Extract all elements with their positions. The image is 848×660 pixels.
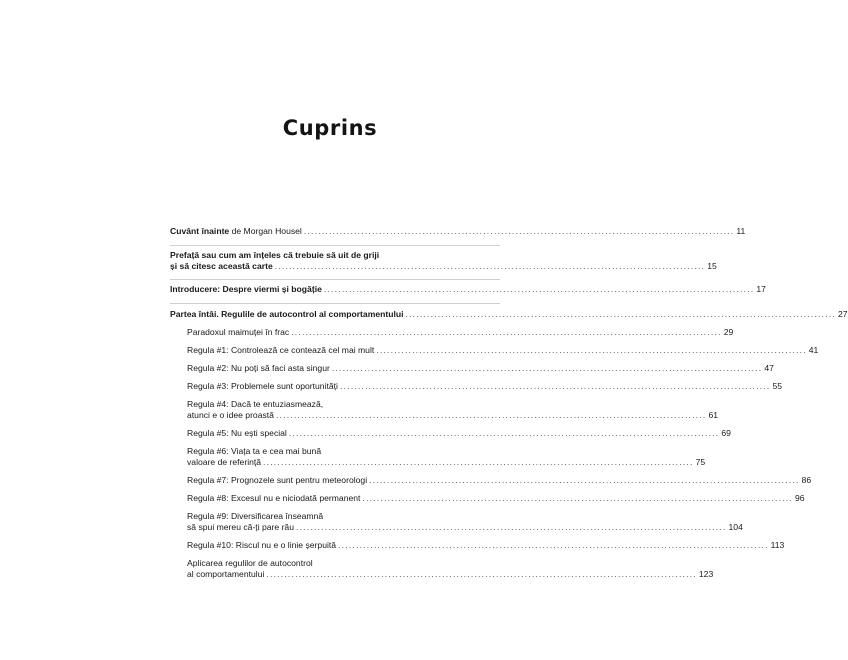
divider: [170, 303, 500, 304]
toc-sub-entry: [170, 345, 819, 356]
toc-sub-entry: [170, 381, 783, 392]
toc-entry-label-line1: Regula #9: Diversificarea înseamnă: [187, 511, 324, 521]
toc-sub-entry: [170, 327, 734, 338]
toc-entry-label-line2: atunci e o idee proastă: [187, 410, 274, 420]
toc-entry-label: Regula #7: Prognozele sunt pentru meteorologi: [187, 475, 368, 485]
leader-dots: ........................................................................................................................: [369, 475, 800, 485]
toc-entry-label-line2: să spui mereu că-ți pare rău: [187, 522, 294, 532]
toc-entry-label: Regula #10: Riscul nu e o linie șerpuită: [187, 540, 337, 550]
leader-dots: ........................................................................................................................: [288, 428, 720, 438]
toc-entry-label: Regula #2: Nu poți să faci asta singur: [187, 363, 330, 373]
page-title: Cuprins: [282, 116, 378, 140]
toc-sub-entry: [170, 475, 812, 486]
toc-entry-label: Regula #8: Excesul nu e niciodată permanent: [187, 493, 361, 503]
page-number: 17: [756, 284, 766, 294]
leader-dots: ........................................................................................................................: [275, 410, 707, 420]
leader-dots: ........................................................................................................................: [362, 493, 793, 503]
toc-entry-label-line1: Prefață sau cum am înțeles că trebuie să uit de griji: [170, 250, 380, 260]
page-number: 113: [770, 540, 785, 550]
toc-sub-entry: [170, 399, 719, 421]
page-number: 61: [708, 410, 719, 420]
leader-dots: ........................................................................................................................: [303, 226, 735, 236]
divider: [170, 279, 500, 280]
page-number: 86: [801, 475, 812, 485]
toc-sub-entry: [170, 446, 706, 468]
page-number: 75: [695, 457, 706, 467]
toc-entry-label: Regula #3: Problemele sunt oportunități: [187, 381, 338, 391]
page-number: 96: [794, 493, 805, 503]
toc-entry-label-line1: Regula #4: Dacă te entuziasmează,: [187, 399, 324, 409]
toc-entry-label-line1: Regula #6: Viața ta e cea mai bună: [187, 446, 322, 456]
toc-entry-label-line2: și să citesc această carte: [170, 261, 273, 271]
toc-entry-label: Regula #5: Nu ești special: [187, 428, 287, 438]
page-number: 123: [698, 569, 714, 579]
page-number: 69: [721, 428, 731, 438]
toc-sub-entry: [170, 511, 743, 533]
leader-dots: ........................................................................................................................: [376, 345, 807, 355]
leader-dots: ........................................................................................................................: [338, 540, 769, 550]
toc-entry-label-line2: al comportamentului: [187, 569, 265, 579]
leader-dots: ........................................................................................................................: [296, 522, 727, 532]
page-number: 47: [764, 363, 774, 373]
page-number: 15: [707, 261, 717, 271]
toc-sub-entry: [170, 363, 774, 374]
toc-sub-entry: [170, 428, 731, 439]
page-number: 11: [736, 226, 746, 236]
page-number: 29: [723, 327, 734, 337]
leader-dots: ........................................................................................................................: [331, 363, 763, 373]
page-number: 104: [728, 522, 743, 532]
page-number: 41: [808, 345, 819, 355]
leader-dots: ........................................................................................................................: [339, 381, 771, 391]
toc-entry-introduction: [170, 284, 766, 295]
toc-sub-entry: [170, 493, 805, 504]
page-number: 55: [772, 381, 783, 391]
toc-entry-label: Regula #1: Controlează ce contează cel mai mult: [187, 345, 375, 355]
toc-entry-preface: [170, 250, 717, 272]
toc-entry-label: de Morgan Housel: [229, 226, 302, 236]
leader-dots: ........................................................................................................................: [274, 261, 706, 271]
leader-dots: ........................................................................................................................: [266, 569, 697, 579]
leader-dots: ........................................................................................................................: [263, 457, 694, 467]
toc-sub-entry: [170, 540, 785, 551]
table-of-contents: [170, 226, 848, 580]
toc-entry-label: Paradoxul maimuței în frac: [187, 327, 290, 337]
toc-entry-label: Partea întâi. Regulile de autocontrol al comportamentului: [170, 309, 404, 319]
page-number: 27: [838, 309, 848, 319]
toc-entry-foreword: [170, 226, 746, 237]
divider: [170, 245, 500, 246]
toc-entry-part-one: [170, 309, 848, 320]
toc-entry-bold-label: Cuvânt înainte: [170, 226, 230, 236]
toc-entry-label-line1: Aplicarea regulilor de autocontrol: [187, 558, 313, 568]
leader-dots: ........................................................................................................................: [405, 309, 837, 319]
toc-entry-label: Introducere: Despre viermi și bogăție: [170, 284, 322, 294]
toc-sub-entry: [170, 558, 714, 580]
toc-entry-label-line2: valoare de referință: [187, 457, 262, 467]
leader-dots: ........................................................................................................................: [291, 327, 722, 337]
leader-dots: ........................................................................................................................: [323, 284, 755, 294]
